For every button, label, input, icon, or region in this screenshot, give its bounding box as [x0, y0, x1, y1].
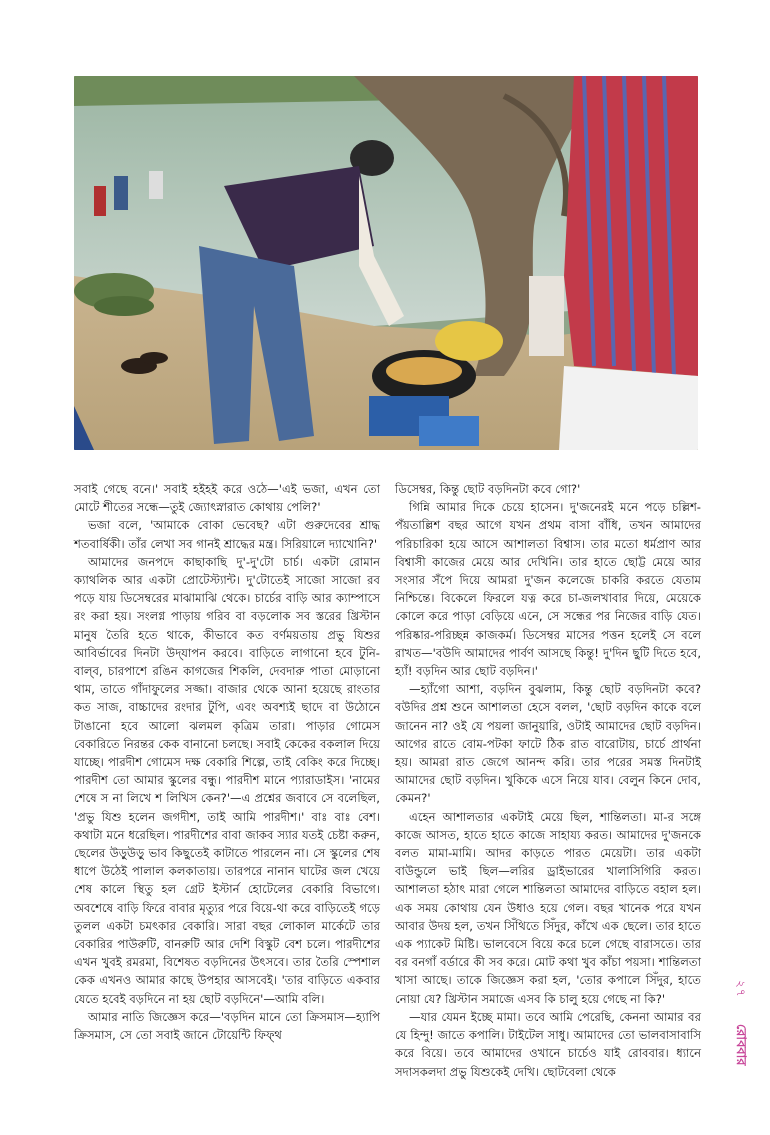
magazine-name: রোববার — [733, 1024, 748, 1066]
page-footer — [729, 980, 755, 1120]
article-right-column — [395, 480, 701, 1081]
paragraph: ডিসেম্বর, কিন্তু ছোট বড়দিনটা কবে গো?' — [395, 482, 581, 496]
article-photo — [74, 76, 698, 450]
article-left-column — [74, 480, 380, 1044]
paragraph: আমার নাতি জিজ্ঞেস করে—'বড়দিন মানে তো ক্রিসমাস—হ্যাপি ক্রিসমাস, সে তো সবাই জানে টোয়েন্টি ফিফ্‌থ — [74, 1009, 380, 1043]
paragraph: —যার যেমন ইচ্ছে মামা। তবে আমি পেরেছি, কেননা আমার বর যে হিন্দু! জাতে কপালি। টাইটেল সাধু। আমাদের তো ভালবাসাবাসি করে বিয়ে। তবে আমাদের ওখানে চার্চেও যাই রোববার। ধ্যানে সদাসকলদা প্রভু যিশুকেই দেখি। ছোটবেলা থেকে — [395, 1009, 701, 1079]
paragraph: এহেন আশালতার একটাই মেয়ে ছিল, শান্তিলতা। মা-র সঙ্গে কাজে আসত, হাতে হাতে কাজে সাহায্য করত। আমাদের দু'জনকে বলত মামা-মামি। আদর কাড়তে পারত মেয়েটা। তার একটা বাউন্ডুলে ভাই ছিল—লরির ড্রাইভারের খালাসিগিরি করত। আশালতা হঠাৎ মারা গেলে শান্তিলতা আমাদের বাড়িতে বহাল হল। এক সময় কোথায় যেন উধাও হয়ে গেল। বছর খানেক পরে যখন আবার উদয় হল, তখন সিঁথিতে সিঁদুর, কাঁখে এক ছেলে। তার হাতে এক প্যাকেট মিষ্টি। ভালবেসে বিয়ে করে চলে গেছে বারাসতে। তার বর বনগাঁ বর্ডারে কী সব করে। মোট কথা খুব কাঁচা পয়সা। শান্তিলতা খাসা আছে। তাকে জিজ্ঞেস করা হল, 'তোর কপালে সিঁদুর, হাতে নোয়া যে? খ্রিস্টান সমাজে এসব কি চালু হয়ে গেছে না কি?' — [395, 809, 701, 1006]
paragraph: গিন্নি আমার দিকে চেয়ে হাসেন। দু'জনেরই মনে পড়ে চল্লিশ-পঁয়তাল্লিশ বছর আগে যখন প্রথম বাসা বাঁধি, তখন আমাদের পরিচারিকা হয়ে আসে আশালতা বিশ্বাস। তার মতো ধর্মপ্রাণ আর বিশ্বাসী কাজের মেয়ে আর দেখিনি। তার হাতে ছোট্ট মেয়ে আর সংসার সঁপে দিয়ে আমরা দু'জন কলেজে চাকরি করতে যেতাম নিশ্চিন্তে। বিকেলে ফিরলে যত্ন করে চা-জলখাবার দিয়ে, মেয়েকে কোলে করে পাড়া বেড়িয়ে এনে, সে সন্ধের পর নিজের বাড়ি যেত। পরিষ্কার-পরিচ্ছন্ন কাজকর্ম। ডিসেম্বর মাসের পত্তন হলেই সে বলে রাখত—'বউদি আমাদের পার্বণ আসছে কিন্তু! দু'দিন ছুটি দিতে হবে, হ্যাঁ! বড়দিন আর ছোট বড়দিন।' — [395, 500, 701, 679]
paragraph: আমাদের জনপদে কাছাকাছি দু'-দু'টো চার্চ। একটা রোমান ক্যাথলিক আর একটা প্রোটেস্ট্যান্ট। দু'টোতেই সাজো সাজো রব পড়ে যায় ডিসেম্বরের মাঝামাঝি থেকে। চার্চের বাড়ি আর ক্যাম্পাসে রং করা হয়। সংলগ্ন পাড়ায় গরিব বা বড়লোক সব স্তরের খ্রিস্টান মানুষ তৈরি হতে থাকে, কীভাবে কত বর্ণময়তায় প্রভু যিশুর আবির্ভাবের দিনটা উদ্‌যাপন করবে। বাড়িতে লাগানো হবে টুনি-বাল্‌ব, চারপাশে রঙিন কাগজের শিকলি, দেবদারু পাতা মোড়ানো থাম, তাতে গাঁদাফুলের সজ্জা। বাজার থেকে আনা হয়েছে রাংতার কত সাজ, বাচ্চাদের রংদার টুপি, এবং অবশ্যই ছাদে বা উঠোনে টাঙানো হবে আলো ঝলমল কৃত্রিম তারা। পাড়ার গোমেস বেকারিতে নিরন্তর কেক বানানো চলছে। সবাই কেকের বকলাল দিয়ে যাচ্ছে। পারদীশ গোমেস দক্ষ বেকারি শিল্পে, তাই বেকিং করে দিচ্ছে। পারদীশ তো আমার স্কুলের বন্ধু। পারদীশ মানে প্যারাডাইস। 'নামের শেষে স না লিখে শ লিখিস কেন?'—এ প্রশ্নের জবাবে সে বলেছিল, 'প্রভু যিশু হলেন জগদীশ, তাই আমি পারদীশ।' বাঃ বাঃ বেশ। কথাটা মনে ধরেছিল। পারদীশের বাবা জাকব স্যার যতই চেষ্টা করুন, ছেলের উড়ুউড়ু ভাব কিছুতেই কাটাতে পারলেন না। সে স্কুলের শেষ ধাপে উঠেই পালাল কলকাতায়। তারপরে নানান ঘাটের জল খেয়ে শেষ কালে স্থিতু হল গ্রেট ইস্টার্ন হোটেলের বেকারি বিভাগে। অবশেষে বাড়ি ফিরে বাবার মৃত্যুর পরে বিয়ে-থা করে বাড়িতেই গড়ে তুলল একটা চমৎকার বেকারি। সারা বছর লোকাল মার্কেটে তার বেকারির পাউরুটি, বানরুটি আর দেশি বিস্কুট বেশ চলে। পারদীশের এখন খুবই রমরমা, বিশেষত বড়দিনের উৎসবে। তার তৈরি স্পেশাল কেক এখনও আমার কাছে উপহার আসবেই। 'তার বাড়িতে একবার যেতে হবেই বড়দিনে না হয় ছোট বড়দিনে'—আমি বলি। — [74, 554, 380, 1006]
paragraph: সবাই গেছে বনে।' সবাই হইহই করে ওঠে—'এই ভজা, এখন তো মোটে শীতের সন্ধে—তুই জ্যোৎস্নারাত কোথায় পেলি?' — [74, 482, 380, 515]
page-number: ২৭ — [734, 980, 748, 998]
paragraph: ভজা বলে, 'আমাকে বোকা ভেবেছ? এটা গুরুদেবের শ্রাদ্ধ শতবার্ষিকী। তাঁর লেখা সব গানই শ্রাদ্ধের মন্ত্র। সিরিয়ালে দ্যাখোনি?' — [74, 518, 380, 551]
photo-illustration — [74, 76, 698, 450]
paragraph: —হ্যাঁগো আশা, বড়দিন বুঝলাম, কিন্তু ছোট বড়দিনটা কবে? বউদির প্রশ্ন শুনে আশালতা হেসে বলল, 'ছোট বড়দিন কাকে বলে জানেন না? ওই যে পয়লা জানুয়ারি, ওটাই আমাদের ছোট বড়দিন। আগের রাতে বোম-পটকা ফাটে ঠিক রাত বারোটায়, চার্চে প্রার্থনা হয়। আমরা রাত জেগে আনন্দ করি। তার পরের সমস্ত দিনটাই আমাদের ছোট বড়দিন। খুকিকে এসে নিয়ে যাব। বেলুন কিনে দোব, কেমন?' — [395, 682, 701, 806]
